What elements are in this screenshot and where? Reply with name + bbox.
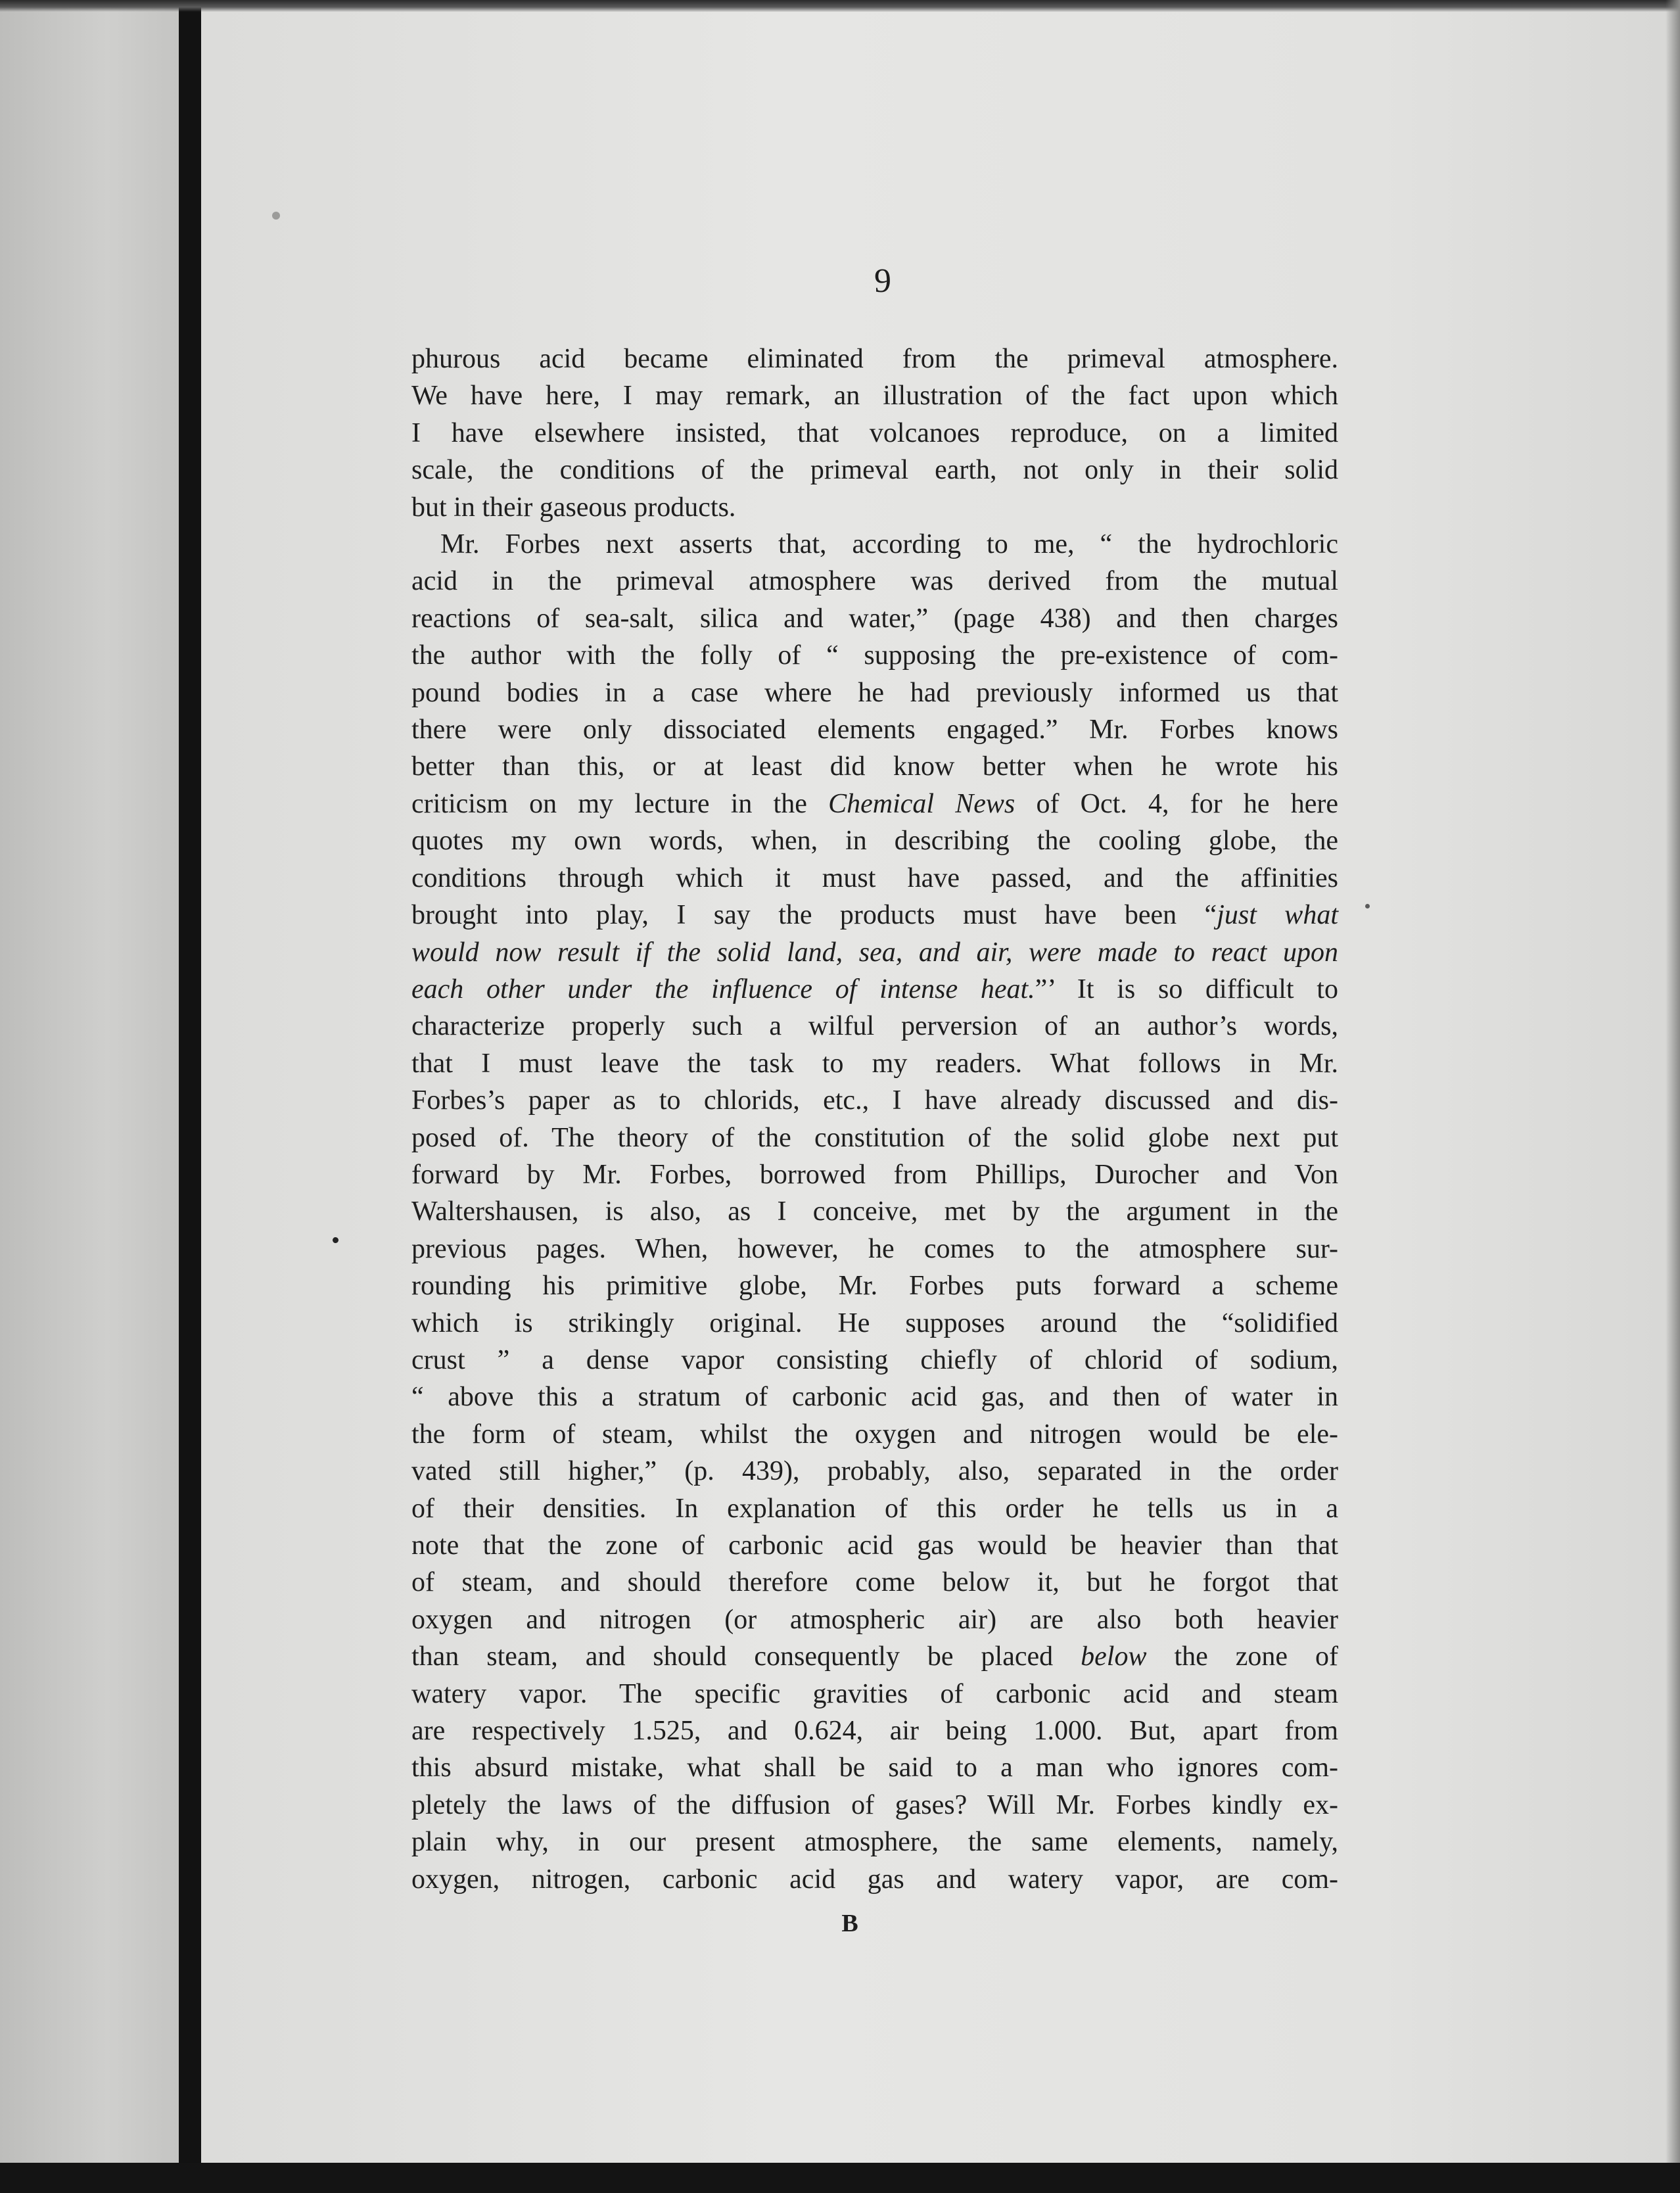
text-line: of their densities. In explanation of this order he tells us in a	[411, 1493, 1338, 1524]
bottom-scan-edge	[0, 2163, 1680, 2193]
text-line: pletely the laws of the diffusion of gases? Will Mr. Forbes kindly ex-	[411, 1789, 1338, 1820]
body-text	[411, 341, 1338, 1898]
italic-text: Chemical News	[828, 788, 1015, 819]
text-line: that I must leave the task to my readers. What follows in Mr.	[411, 1048, 1338, 1079]
text-line: oxygen and nitrogen (or atmospheric air) are also both heavier	[411, 1604, 1338, 1635]
text-run: brought into play, I say the products must have been “	[411, 900, 1217, 931]
text-line: characterize properly such a wilful perversion of an author’s words,	[411, 1011, 1338, 1042]
facing-page-edge	[0, 0, 179, 2169]
text-line: scale, the conditions of the primeval earth, not only in their solid	[411, 455, 1338, 486]
text-line: better than this, or at least did know better when he wrote his	[411, 751, 1338, 782]
text-line: crust ” a dense vapor consisting chiefly of chlorid of sodium,	[411, 1344, 1338, 1375]
text-line: pound bodies in a case where he had previously informed us that	[411, 677, 1338, 708]
text-line: plain why, in our present atmosphere, the same elements, namely,	[411, 1827, 1338, 1858]
text-line: which is strikingly original. He supposes around the “solidified	[411, 1308, 1338, 1338]
text-line: reactions of sea-salt, silica and water,” (page 438) and then charges	[411, 603, 1338, 634]
signature-mark: B	[841, 1910, 858, 1937]
binding-spine	[179, 0, 201, 2193]
text-line: previous pages. When, however, he comes to the atmosphere sur-	[411, 1233, 1338, 1264]
scan-speck	[333, 1237, 338, 1243]
text-run: criticism on my lecture in the	[411, 788, 829, 819]
text-line: “ above this a stratum of carbonic acid gas, and then of water in	[411, 1382, 1338, 1413]
text-run: than steam, and should consequently be placed	[411, 1641, 1081, 1672]
italic-text: each other under the influence of intense heat.	[411, 974, 1035, 1004]
text-line: note that the zone of carbonic acid gas would be heavier than that	[411, 1530, 1338, 1561]
text-line	[411, 971, 1338, 1008]
italic-text: would now result if the solid land, sea, and air, were made to react upon	[411, 937, 1338, 968]
text-line	[411, 934, 1338, 971]
text-run: of Oct. 4, for he here	[1015, 788, 1338, 819]
text-line: are respectively 1.525, and 0.624, air being 1.000. But, apart from	[411, 1716, 1338, 1747]
text-run: the zone of	[1146, 1641, 1338, 1672]
scan-speck	[272, 212, 280, 220]
italic-text: below	[1081, 1641, 1147, 1672]
text-line: of steam, and should therefore come below it, but he forgot that	[411, 1567, 1338, 1598]
text-run: ”’ It is so difficult to	[1035, 974, 1338, 1004]
text-line	[411, 786, 1338, 822]
text-line: We have here, I may remark, an illustration of the fact upon which	[411, 381, 1338, 412]
text-line: Forbes’s paper as to chlorids, etc., I have already discussed and dis-	[411, 1085, 1338, 1116]
text-line: quotes my own words, when, in describing the cooling globe, the	[411, 826, 1338, 857]
text-line: phurous acid became eliminated from the primeval atmosphere.	[411, 344, 1338, 374]
text-line: this absurd mistake, what shall be said to a man who ignores com-	[411, 1753, 1338, 1783]
text-line	[411, 1638, 1338, 1675]
text-line	[411, 897, 1338, 933]
text-line: I have elsewhere insisted, that volcanoes reproduce, on a limited	[411, 417, 1338, 448]
text-line: acid in the primeval atmosphere was derived from the mutual	[411, 566, 1338, 597]
text-line: oxygen, nitrogen, carbonic acid gas and watery vapor, are com-	[411, 1864, 1338, 1895]
text-line: Mr. Forbes next asserts that, according to me, “ the hydrochloric	[440, 529, 1338, 560]
text-line: the form of steam, whilst the oxygen and nitrogen would be ele-	[411, 1419, 1338, 1450]
text-line: posed of. The theory of the constitution of the solid globe next put	[411, 1122, 1338, 1153]
text-line: conditions through which it must have passed, and the affinities	[411, 862, 1338, 893]
text-line: the author with the folly of “ supposing the pre-existence of com-	[411, 640, 1338, 671]
right-scan-edge	[1666, 0, 1680, 2193]
italic-text: just what	[1217, 900, 1338, 931]
text-line: forward by Mr. Forbes, borrowed from Phillips, Durocher and Von	[411, 1159, 1338, 1190]
text-line: there were only dissociated elements engaged.” Mr. Forbes knows	[411, 715, 1338, 745]
text-line: but in their gaseous products.	[411, 492, 736, 523]
text-line: rounding his primitive globe, Mr. Forbes puts forward a scheme	[411, 1271, 1338, 1302]
top-scan-edge	[0, 0, 1680, 12]
scan-speck	[1365, 904, 1370, 908]
text-line: Waltershausen, is also, as I conceive, met by the argument in the	[411, 1196, 1338, 1227]
text-line: vated still higher,” (p. 439), probably, also, separated in the order	[411, 1456, 1338, 1487]
page-number: 9	[874, 262, 891, 300]
text-line: watery vapor. The specific gravities of carbonic acid and steam	[411, 1678, 1338, 1709]
